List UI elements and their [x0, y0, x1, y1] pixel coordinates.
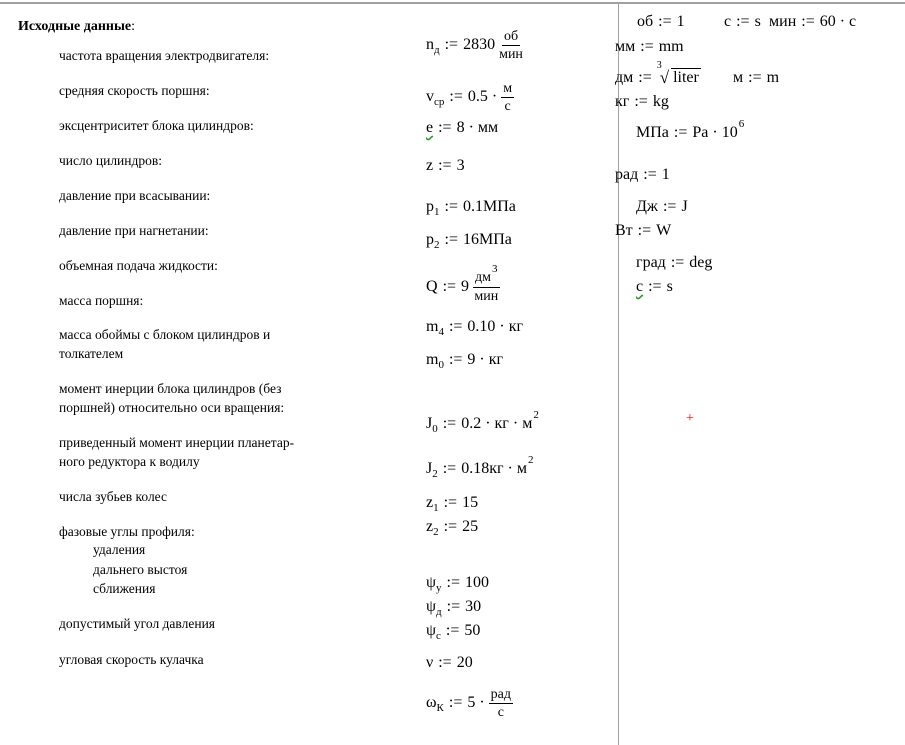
expression-value: 0.1МПа — [462, 198, 516, 215]
region-top-border — [0, 2, 905, 4]
variable-subscript: 2 — [432, 468, 438, 480]
input-label: число цилиндров: — [59, 153, 162, 168]
input-label: эксцентриситет блока цилиндров: — [59, 118, 254, 133]
input-label: момент инерции блока цилиндров (без — [59, 381, 282, 396]
root-radicand: liter — [673, 69, 699, 86]
expression-value: W — [656, 222, 672, 239]
assign-operator: := — [448, 318, 463, 335]
numerator-text: м — [503, 80, 513, 96]
input-label: объемная подача жидкости: — [59, 258, 218, 273]
unit-fraction — [499, 28, 523, 63]
variable-name: ψ — [426, 598, 437, 615]
variable-subscript: ср — [434, 96, 445, 108]
page-divider — [618, 3, 619, 745]
exponent: 6 — [738, 118, 745, 130]
variable-subscript: 1 — [433, 502, 439, 514]
assign-operator: := — [443, 518, 458, 535]
variable-subscript: 4 — [438, 326, 444, 338]
assign-operator: := — [443, 494, 458, 511]
assign-operator: := — [444, 36, 459, 53]
assign-operator: := — [638, 69, 652, 86]
variable-name: n — [426, 36, 434, 53]
numerator-text: об — [503, 28, 519, 44]
assign-operator: := — [658, 13, 672, 30]
fraction-numerator — [489, 686, 513, 704]
radical-sign-icon: √ — [659, 68, 670, 87]
input-label: удаления — [93, 542, 146, 557]
assign-operator: := — [448, 351, 463, 368]
input-label: частота вращения электродвигателя: — [59, 48, 270, 63]
section-heading — [18, 19, 135, 35]
expression-value: 15 — [462, 494, 479, 511]
expression-value: s — [754, 13, 761, 30]
fraction-denominator: мин — [474, 289, 499, 304]
root-index: 3 — [656, 60, 662, 71]
variable-name: кг — [615, 93, 630, 110]
variable-name: Дж — [636, 198, 658, 215]
variable-name: рад — [615, 166, 639, 183]
variable-name: p — [426, 198, 434, 215]
variable-name: м — [733, 69, 744, 86]
expression-value: 30 — [465, 598, 482, 615]
assign-operator: := — [662, 198, 677, 215]
expression-value: 9 — [461, 278, 470, 295]
crosshair-cursor: + — [686, 411, 694, 426]
assign-operator: := — [643, 166, 657, 183]
assign-operator: := — [445, 622, 460, 639]
assign-operator: := — [637, 222, 652, 239]
input-label: давление при всасывании: — [59, 188, 211, 203]
unit-fraction — [473, 263, 499, 305]
expression-value: 1 — [661, 166, 670, 183]
input-label: допустимый угол давления — [59, 616, 216, 631]
variable-subscript: у — [436, 582, 442, 594]
fraction-denominator: мин — [499, 46, 523, 62]
variable-subscript: д — [436, 606, 442, 618]
variable-subscript: К — [436, 702, 444, 714]
numerator-exponent: 3 — [492, 263, 498, 275]
variable-name: z — [426, 494, 434, 511]
variable-name: e — [426, 119, 434, 136]
expression-value: deg — [689, 254, 713, 271]
expression-value: 2830 — [463, 36, 496, 53]
variable-name: об — [637, 13, 654, 30]
assign-operator: := — [449, 88, 463, 105]
expression-value: J — [681, 198, 688, 215]
input-label: средняя скорость поршня: — [59, 83, 210, 98]
variable-subscript: 2 — [434, 239, 440, 251]
variable-name: ν — [426, 654, 434, 671]
expression-value: 5 · — [467, 694, 485, 711]
variable-name: с — [724, 13, 732, 30]
assign-operator: := — [736, 13, 750, 30]
variable-subscript: 1 — [434, 206, 440, 218]
variable-name: ω — [426, 694, 437, 711]
input-label: числа зубьев колес — [59, 489, 167, 504]
fraction-denominator: с — [504, 98, 511, 114]
fraction-denominator: с — [497, 704, 504, 720]
fraction-numerator — [473, 263, 499, 288]
variable-name: Q — [426, 278, 438, 295]
assign-operator: := — [442, 460, 457, 477]
input-label: толкателем — [59, 346, 124, 361]
assign-operator: := — [438, 119, 452, 136]
input-label: поршней) относительно оси вращения: — [59, 400, 285, 415]
expression-value: 50 — [464, 622, 481, 639]
assign-operator: := — [446, 574, 460, 591]
variable-name: МПа — [636, 124, 669, 141]
assign-operator: := — [442, 415, 457, 432]
input-label: фазовые углы профиля: — [59, 524, 195, 539]
variable-name: ψ — [426, 622, 437, 639]
input-label: ного редуктора к водилу — [59, 454, 200, 469]
fraction-numerator — [501, 80, 514, 98]
unit-fraction — [489, 686, 513, 721]
fraction-numerator — [502, 28, 520, 46]
heading-title: Исходные данные — [18, 19, 132, 34]
input-label: масса поршня: — [59, 293, 144, 308]
variable-name: z — [426, 518, 434, 535]
expression-value: 0.2 · кг · м — [461, 415, 533, 432]
expression-value: 20 — [456, 654, 473, 671]
variable-subscript: д — [434, 44, 440, 56]
variable-name: град — [636, 254, 666, 271]
variable-subscript: 2 — [433, 526, 439, 538]
expression-value: Pa · 10 — [692, 124, 738, 141]
expression-value: 0.5 · — [467, 88, 498, 105]
assign-operator: := — [670, 254, 685, 271]
assign-operator: := — [442, 278, 457, 295]
assign-operator: := — [748, 69, 762, 86]
input-label: масса обоймы с блоком цилиндров и — [59, 327, 271, 342]
input-label: дальнего выстоя — [93, 562, 188, 577]
expression-value: 25 — [462, 518, 479, 535]
exponent: 2 — [533, 409, 539, 421]
input-label: приведенный момент инерции планетар- — [59, 435, 295, 450]
expression-value: 100 — [464, 574, 489, 591]
numerator-text: рад — [490, 686, 512, 702]
expression-value: 1 — [676, 13, 685, 30]
expression-value: 60 · с — [819, 13, 857, 30]
assign-operator: := — [634, 93, 648, 110]
expression-value: 3 — [456, 157, 465, 174]
expression-value: 16МПа — [462, 231, 512, 248]
variable-name: z — [426, 157, 434, 174]
assign-operator: := — [673, 124, 688, 141]
variable-name: m — [426, 351, 439, 368]
variable-name: v — [426, 88, 434, 105]
variable-name: дм — [615, 69, 634, 86]
variable-name: p — [426, 231, 434, 248]
assign-operator: := — [444, 198, 458, 215]
assign-operator: := — [438, 654, 452, 671]
variable-name: Вт — [615, 222, 633, 239]
exponent: 2 — [528, 454, 534, 466]
expression-value: mm — [658, 38, 684, 55]
assign-operator: := — [446, 598, 461, 615]
variable-subscript: с — [436, 630, 441, 642]
variable-name: J — [426, 415, 433, 432]
assign-operator: := — [438, 157, 452, 174]
variable-name: мм — [615, 38, 636, 55]
expression-value: s — [666, 278, 673, 295]
expression-value: 0.18кг · м — [461, 460, 527, 477]
assign-operator: := — [648, 278, 662, 295]
variable-subscript: 0 — [438, 359, 444, 371]
variable-name: мин — [769, 13, 797, 30]
numerator-text: дм — [475, 270, 492, 285]
assign-operator: := — [801, 13, 815, 30]
expression-value: 8 · мм — [456, 119, 499, 136]
unit-fraction — [501, 80, 514, 115]
variable-name: с — [636, 278, 644, 295]
expression-value: kg — [652, 93, 669, 110]
input-label: угловая скорость кулачка — [59, 652, 204, 667]
expression-value: 0.10 · кг — [467, 318, 524, 335]
input-label: давление при нагнетании: — [59, 223, 209, 238]
variable-name: m — [426, 318, 439, 335]
variable-name: J — [426, 460, 433, 477]
variable-subscript: 0 — [432, 423, 438, 435]
variable-name: ψ — [426, 574, 437, 591]
assign-operator: := — [448, 694, 463, 711]
assign-operator: := — [444, 231, 458, 248]
expression-value: 9 · кг — [467, 351, 504, 368]
expression-value: m — [766, 69, 780, 86]
heading-colon: : — [131, 19, 136, 34]
assign-operator: := — [640, 38, 654, 55]
input-label: сближения — [93, 581, 156, 596]
cube-root — [656, 60, 701, 88]
